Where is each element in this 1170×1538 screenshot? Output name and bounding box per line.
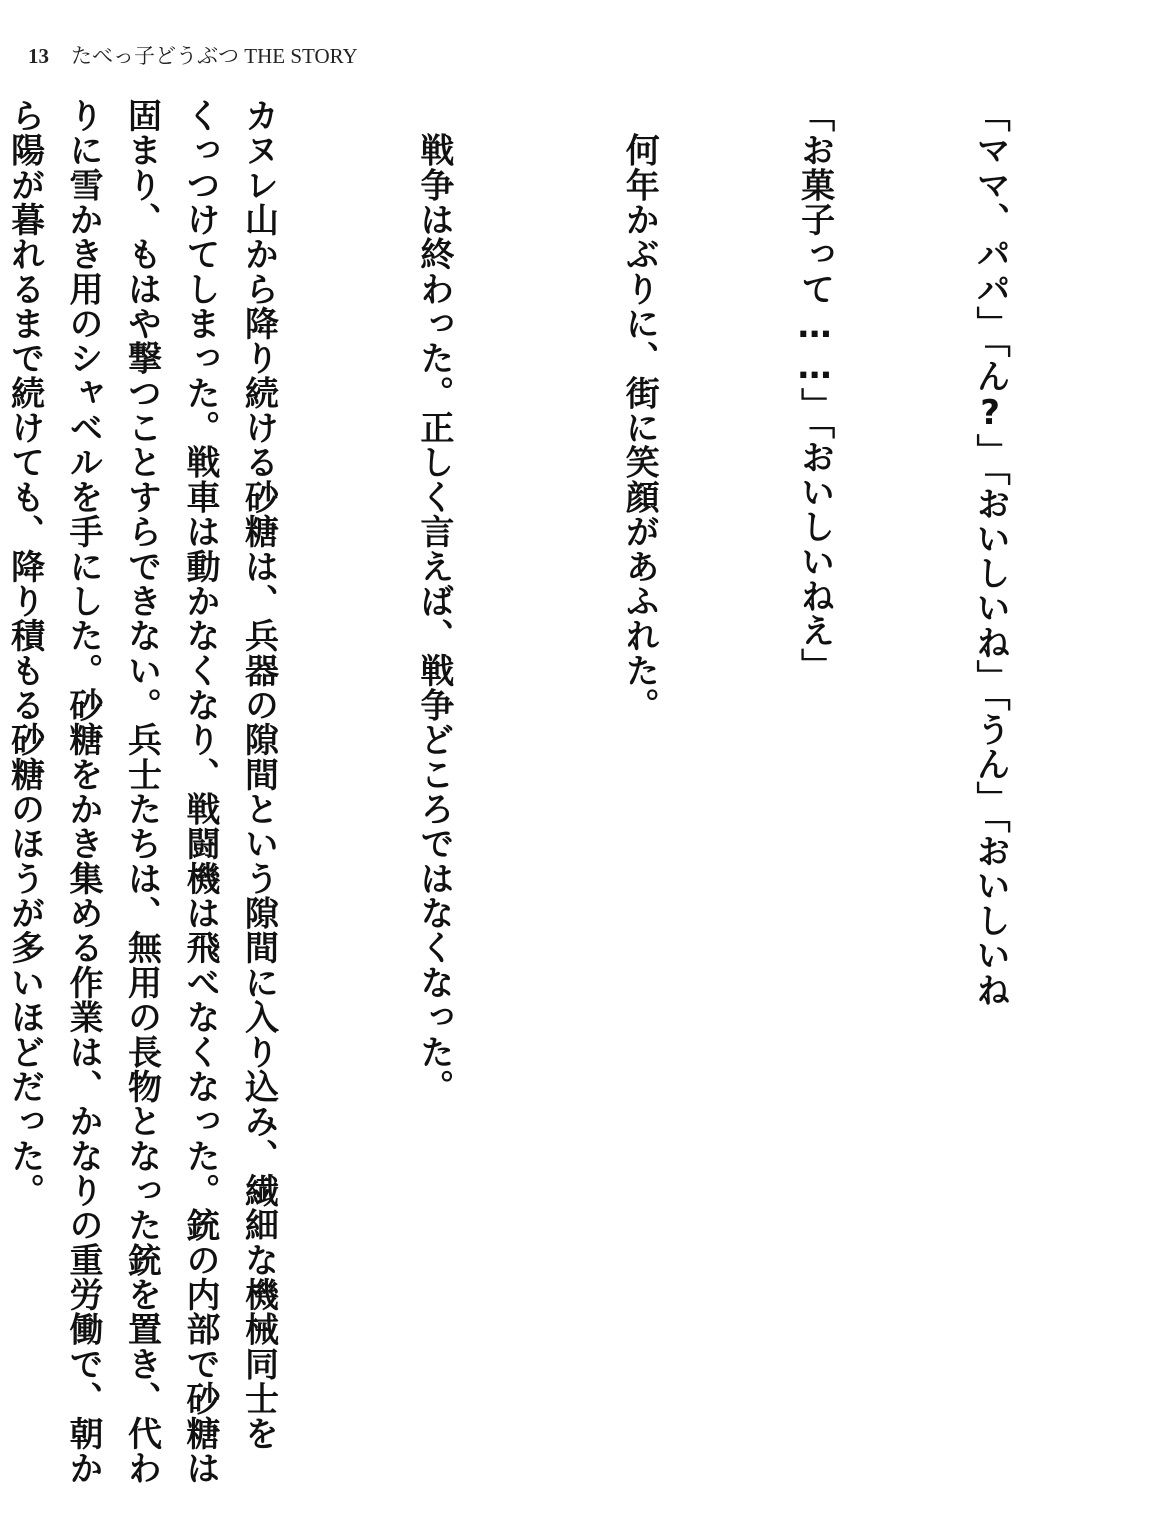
running-head	[28, 40, 358, 70]
paragraph-dialogue-2: 「お菓子って……」「おいしいねえ」	[794, 98, 835, 683]
page-number: 13	[28, 44, 49, 68]
paragraph-smiles: 何年かぶりに、街に笑顔があふれた。	[619, 98, 660, 723]
paragraph-dialogue-1: 「ママ、パパ」「ん?」「おいしいね」「うん」「おいしいね	[970, 98, 1011, 1008]
vertical-body-text	[4, 98, 1136, 1528]
paragraph-sugar-weapons: カヌレ山から降り続ける砂糖は、兵器の隙間という隙間に入り込み、繊細な機械同士を くっつけてしまった。戦車は動かなくなり、戦闘機は飛べなくなった。銃の内部で砂糖は 固まり、もはや撃つことすらできない。兵士たちは、無用の長物となった銃を置き、代わ りに雪かき用のシャベルを手にした。砂糖をかき集める作業は、かなりの重労働で、朝か ら陽が暮れるまで続けても、降り積もる砂糖のほうが多いほどだった。	[4, 98, 279, 1486]
paragraph-war-ended: 戦争は終わった。正しく言えば、戦争どころではなくなった。	[413, 98, 454, 1104]
book-title: たべっ子どうぶつ THE STORY	[71, 44, 358, 68]
